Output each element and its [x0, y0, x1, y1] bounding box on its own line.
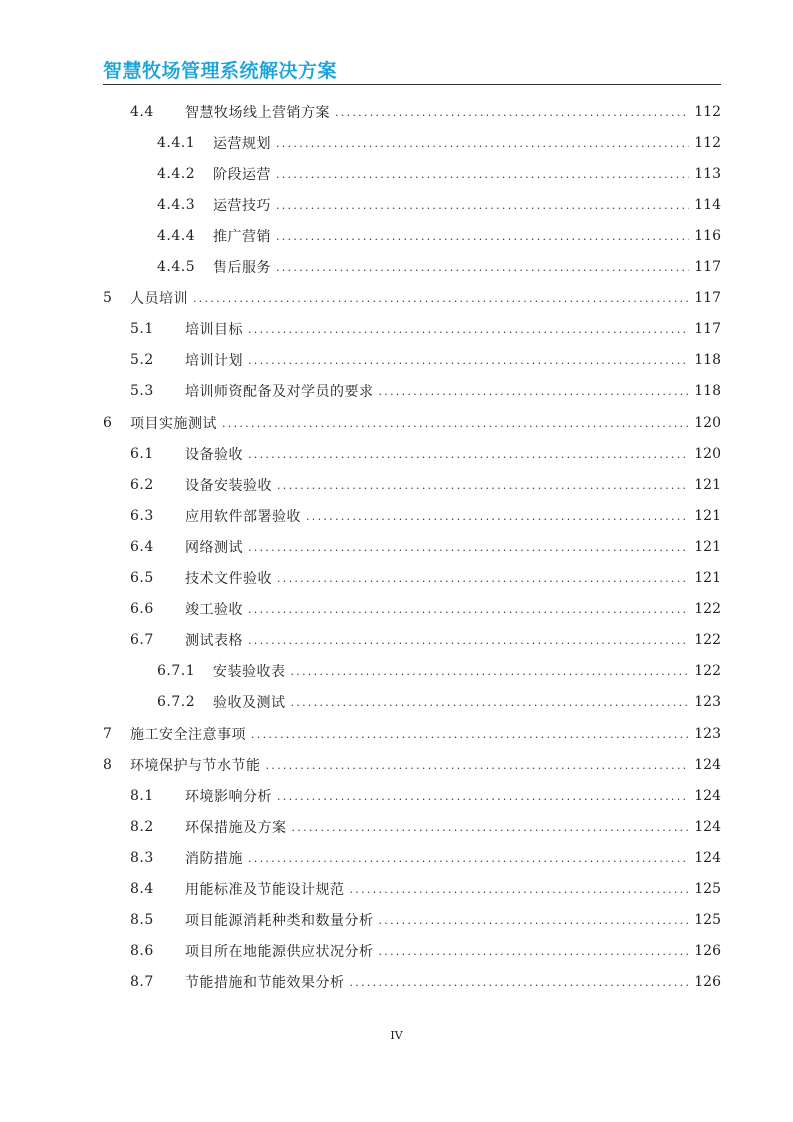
toc-dot-leader — [306, 510, 689, 524]
toc-dot-leader — [222, 417, 689, 431]
toc-entry-title: 项目能源消耗种类和数量分析 — [185, 913, 374, 930]
toc-entry-number: 4.4.2 — [157, 165, 196, 182]
toc-entry-title: 技术文件验收 — [185, 571, 272, 587]
toc-dot-leader — [248, 603, 689, 617]
toc-entry[interactable] — [103, 749, 721, 780]
toc-entry-number: 6.7 — [130, 632, 154, 649]
toc-entry-page: 118 — [694, 352, 721, 369]
toc-entry-number: 6.7.1 — [157, 663, 196, 680]
toc-entry-number: 8.7 — [130, 974, 154, 991]
toc-entry[interactable] — [157, 687, 721, 718]
toc-entry-page: 125 — [694, 912, 721, 929]
toc-entry-title: 阶段运营 — [213, 166, 271, 183]
toc-entry-number: 4.4.4 — [157, 227, 196, 244]
toc-dot-leader — [335, 106, 689, 120]
toc-entry-number: 8 — [103, 756, 113, 773]
toc-entry-page: 121 — [694, 538, 721, 555]
toc-entry-number: 6.2 — [130, 476, 154, 493]
toc-entry[interactable] — [103, 718, 721, 749]
toc-entry[interactable] — [130, 594, 721, 625]
toc-entry-page: 114 — [694, 196, 721, 213]
toc-entry-number: 4.4 — [130, 103, 154, 120]
toc-entry-title: 竣工验收 — [185, 602, 243, 619]
toc-dot-leader — [277, 479, 689, 493]
toc-entry-number: 7 — [103, 725, 113, 742]
toc-dot-leader — [291, 665, 690, 679]
toc-entry-title: 推广营销 — [213, 228, 271, 245]
toc-dot-leader — [251, 728, 689, 742]
toc-entry-number: 6.7.2 — [157, 694, 196, 711]
toc-entry[interactable] — [157, 189, 721, 220]
toc-entry[interactable] — [157, 220, 721, 251]
toc-entry-title: 环保措施及方案 — [185, 819, 287, 836]
toc-entry-page: 126 — [694, 943, 721, 960]
toc-entry-number: 8.5 — [130, 912, 154, 929]
toc-entry-title: 网络测试 — [185, 539, 243, 556]
toc-entry-number: 8.3 — [130, 849, 154, 866]
toc-entry[interactable] — [130, 531, 721, 562]
toc-dot-leader — [277, 790, 689, 804]
toc-dot-leader — [379, 914, 690, 928]
toc-dot-leader — [277, 572, 689, 586]
toc-entry-number: 6.3 — [130, 507, 154, 524]
page-number: IV — [390, 1029, 403, 1042]
toc-entry-page: 123 — [694, 694, 721, 711]
toc-entry-page: 121 — [694, 570, 721, 586]
toc-entry[interactable] — [157, 252, 721, 283]
toc-entry-title: 施工安全注意事项 — [130, 726, 246, 743]
toc-dot-leader — [248, 448, 689, 462]
toc-entry[interactable] — [130, 314, 721, 345]
toc-entry-number: 4.4.5 — [157, 259, 196, 275]
page-header — [103, 56, 721, 85]
toc-entry-title: 人员培训 — [130, 291, 188, 308]
toc-dot-leader — [248, 323, 689, 337]
toc-entry[interactable] — [130, 967, 721, 998]
toc-entry-title: 用能标准及节能设计规范 — [185, 882, 345, 898]
toc-entry-number: 6 — [103, 414, 113, 431]
toc-entry-number: 8.1 — [130, 787, 154, 804]
toc-entry[interactable] — [130, 469, 721, 500]
toc-entry[interactable] — [130, 563, 721, 594]
toc-entry[interactable] — [130, 376, 721, 407]
toc-entry-page: 113 — [694, 165, 721, 182]
toc-entry-page: 117 — [694, 321, 721, 338]
toc-entry-title: 设备安装验收 — [185, 477, 272, 494]
toc-entry-title: 验收及测试 — [213, 695, 286, 712]
toc-entry[interactable] — [130, 811, 721, 842]
toc-entry-number: 5.3 — [130, 383, 154, 400]
toc-dot-leader — [379, 945, 690, 959]
toc-entry-title: 安装验收表 — [213, 664, 286, 681]
toc-entry-number: 6.4 — [130, 538, 154, 555]
toc-entry[interactable] — [130, 438, 721, 469]
toc-entry-title: 环境保护与节水节能 — [130, 757, 261, 774]
toc-entry[interactable] — [130, 905, 721, 936]
toc-entry-title: 培训计划 — [185, 353, 243, 370]
toc-entry-title: 培训目标 — [185, 322, 243, 339]
toc-entry-number: 8.2 — [130, 818, 154, 835]
toc-entry[interactable] — [157, 656, 721, 687]
toc-entry-page: 121 — [694, 476, 721, 493]
toc-dot-leader — [248, 634, 689, 648]
toc-entry-page: 122 — [694, 601, 721, 618]
toc-dot-leader — [266, 759, 690, 773]
toc-entry-title: 运营规划 — [213, 135, 271, 152]
toc-entry-page: 122 — [694, 663, 721, 680]
toc-entry-title: 智慧牧场线上营销方案 — [185, 104, 330, 121]
toc-entry-title: 节能措施和节能效果分析 — [185, 975, 345, 992]
toc-entry-page: 125 — [694, 881, 721, 897]
toc-entry[interactable] — [130, 345, 721, 376]
toc-entry-title: 环境影响分析 — [185, 788, 272, 805]
toc-entry-page: 112 — [694, 134, 721, 151]
toc-entry-title: 测试表格 — [185, 633, 243, 650]
toc-entry-page: 124 — [694, 849, 721, 866]
toc-entry-title: 应用软件部署验收 — [185, 508, 301, 525]
toc-entry-title: 项目所在地能源供应状况分析 — [185, 944, 374, 961]
toc-entry-title: 售后服务 — [213, 260, 271, 276]
toc-entry-page: 117 — [694, 290, 721, 307]
toc-entry-title: 运营技巧 — [213, 197, 271, 214]
toc-dot-leader — [276, 199, 689, 213]
toc-dot-leader — [350, 883, 690, 897]
toc-entry[interactable] — [103, 283, 721, 314]
toc-entry-number: 4.4.1 — [157, 134, 196, 151]
toc-dot-leader — [350, 976, 690, 990]
toc-entry-page: 116 — [694, 227, 721, 244]
toc-entry-page: 126 — [694, 974, 721, 991]
toc-entry-number: 8.6 — [130, 943, 154, 960]
toc-entry-page: 123 — [694, 725, 721, 742]
toc-dot-leader — [276, 168, 689, 182]
toc-entry[interactable] — [130, 625, 721, 656]
toc-entry-number: 6.1 — [130, 445, 154, 462]
toc-entry-number: 5 — [103, 290, 113, 307]
toc-entry-number: 8.4 — [130, 881, 154, 897]
toc-entry-page: 120 — [694, 414, 721, 431]
toc-dot-leader — [248, 852, 689, 866]
toc-entry-page: 112 — [694, 103, 721, 120]
toc-entry[interactable] — [130, 780, 721, 811]
toc-entry[interactable] — [130, 842, 721, 873]
toc-entry-title: 消防措施 — [185, 850, 243, 867]
toc-dot-leader — [292, 821, 690, 835]
toc-entry-title: 项目实施测试 — [130, 415, 217, 432]
toc-dot-leader — [248, 541, 689, 555]
toc-entry-number: 6.5 — [130, 570, 154, 586]
toc-entry[interactable] — [103, 407, 721, 438]
toc-entry-page: 124 — [694, 787, 721, 804]
toc-entry[interactable] — [157, 158, 721, 189]
toc-entry-page: 121 — [694, 507, 721, 524]
toc-dot-leader — [193, 292, 689, 306]
document-title: 智慧牧场管理系统解决方案 — [103, 60, 338, 82]
toc-entry-title: 培训师资配备及对学员的要求 — [185, 384, 374, 401]
toc-dot-leader — [276, 137, 689, 151]
toc-dot-leader — [276, 230, 689, 244]
toc-entry[interactable] — [157, 127, 721, 158]
toc-entry-page: 124 — [694, 818, 721, 835]
toc-entry-page: 124 — [694, 756, 721, 773]
toc-entry-page: 117 — [694, 259, 721, 275]
toc-entry[interactable] — [130, 96, 721, 127]
toc-entry-page: 122 — [694, 632, 721, 649]
toc-dot-leader — [276, 261, 689, 275]
toc-dot-leader — [248, 354, 689, 368]
toc-dot-leader — [291, 696, 690, 710]
toc-entry-number: 6.6 — [130, 601, 154, 618]
toc-entry[interactable] — [130, 500, 721, 531]
toc-entry-title: 设备验收 — [185, 446, 243, 463]
toc-entry-number: 5.2 — [130, 352, 154, 369]
toc-dot-leader — [379, 385, 690, 399]
toc-entry-page: 120 — [694, 445, 721, 462]
toc-entry[interactable] — [130, 874, 721, 905]
toc-entry-number: 4.4.3 — [157, 196, 196, 213]
toc-entry[interactable] — [130, 936, 721, 967]
toc-entry-number: 5.1 — [130, 321, 154, 338]
toc-entry-page: 118 — [694, 383, 721, 400]
